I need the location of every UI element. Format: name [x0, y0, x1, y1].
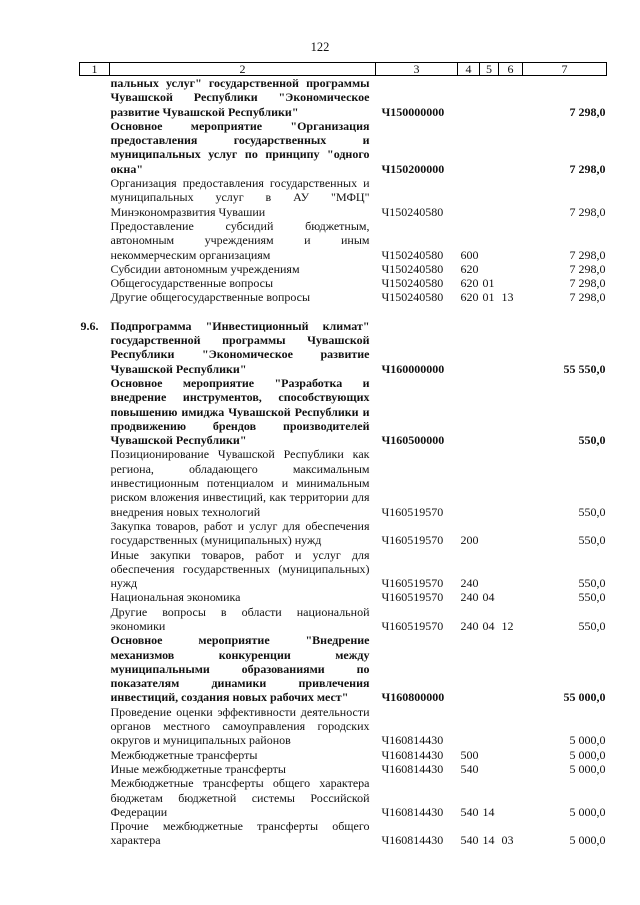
row-code: Ч150200000 — [381, 161, 445, 176]
row-name: Предоставление субсидий бюджетным, автономным учреждениям и иным некоммерческим организациям — [110, 218, 370, 262]
row-sum: 7 298,0 — [569, 247, 606, 262]
row-name: Подпрограмма "Инвестиционный климат" государственной программы Чувашской Республики "Экономическое развитие Чувашской Республики" — [110, 318, 370, 376]
row-sum: 7 298,0 — [569, 204, 606, 219]
row-expense-type — [458, 176, 480, 219]
row-section — [480, 319, 499, 376]
table-row — [80, 376, 607, 447]
row-sum — [523, 305, 607, 319]
header-col-sum: 7 — [523, 63, 607, 76]
row-section — [480, 305, 499, 319]
row-section — [480, 762, 499, 776]
row-section — [480, 705, 499, 748]
row-section — [480, 376, 499, 447]
row-subsection — [499, 548, 523, 591]
row-code: Ч160519570 — [381, 590, 444, 605]
row-sum: 55 550,0 — [563, 361, 606, 376]
row-name: Закупка товаров, работ и услуг для обеспечения государственных (муниципальных) нужд — [110, 518, 370, 548]
row-sum: 55 000,0 — [563, 690, 606, 705]
row-expense-type — [458, 319, 480, 376]
table-row — [80, 633, 607, 704]
row-code: Ч160519570 — [381, 618, 444, 633]
row-code: Ч160500000 — [381, 433, 445, 448]
row-section — [480, 262, 499, 276]
row-expense-type — [458, 119, 480, 176]
row-subsection — [499, 590, 523, 604]
row-number — [80, 605, 110, 634]
header-col-number: 1 — [80, 63, 110, 76]
row-code: Ч160814430 — [381, 833, 444, 848]
row-section — [480, 519, 499, 548]
row-section — [480, 548, 499, 591]
row-subsection — [499, 748, 523, 762]
row-sum: 550,0 — [578, 533, 606, 548]
row-sum: 7 298,0 — [569, 290, 606, 305]
table-row — [80, 290, 607, 304]
row-name: Основное мероприятие "Внедрение механизмов конкуренции между муниципальными образованиями по показателям динамики привлечения инвестиций, создания новых рабочих мест" — [110, 633, 370, 705]
row-subsection — [499, 262, 523, 276]
row-sum: 550,0 — [578, 504, 606, 519]
row-subsection — [499, 305, 523, 319]
row-expense-type: 240 — [460, 576, 479, 591]
row-number — [80, 447, 110, 518]
row-name: Субсидии автономным учреждениям — [110, 261, 300, 276]
row-subsection — [499, 376, 523, 447]
row-code: Ч150000000 — [381, 104, 445, 119]
row-sum: 5 000,0 — [569, 747, 606, 762]
table-row — [80, 705, 607, 748]
row-sum: 7 298,0 — [569, 161, 606, 176]
row-code: Ч160519570 — [381, 504, 444, 519]
row-section: 14 — [482, 804, 495, 819]
row-sum: 7 298,0 — [569, 104, 606, 119]
header-row — [80, 63, 607, 76]
row-section — [480, 119, 499, 176]
row-expense-type: 240 — [460, 590, 479, 605]
table-row — [80, 262, 607, 276]
row-subsection — [499, 633, 523, 704]
row-code: Ч160814430 — [381, 733, 444, 748]
header-col-name: 2 — [110, 63, 376, 76]
row-number — [80, 119, 110, 176]
row-expense-type — [458, 633, 480, 704]
table-body — [80, 76, 607, 848]
row-subsection — [499, 319, 523, 376]
row-sum: 550,0 — [578, 576, 606, 591]
table-row — [80, 176, 607, 219]
row-code: Ч160814430 — [381, 804, 444, 819]
row-number — [80, 376, 110, 447]
header-col-code: 3 — [376, 63, 458, 76]
row-expense-type: 240 — [460, 618, 479, 633]
row-number: 9.6. — [80, 318, 99, 333]
header-col-expense-type: 4 — [458, 63, 480, 76]
row-section — [480, 76, 499, 119]
row-section — [480, 633, 499, 704]
row-expense-type — [458, 76, 480, 119]
row-expense-type: 620 — [460, 276, 479, 291]
row-expense-type: 620 — [460, 290, 479, 305]
row-section — [480, 447, 499, 518]
row-subsection — [499, 76, 523, 119]
table-row — [80, 119, 607, 176]
row-sum: 550,0 — [578, 590, 606, 605]
row-sum: 7 298,0 — [569, 276, 606, 291]
row-expense-type: 200 — [460, 533, 479, 548]
row-subsection — [499, 776, 523, 819]
table-row — [80, 819, 607, 848]
row-expense-type: 540 — [460, 833, 479, 848]
table-row — [80, 219, 607, 262]
row-code: Ч160519570 — [381, 533, 444, 548]
row-section: 01 — [482, 276, 495, 291]
row-sum: 5 000,0 — [569, 804, 606, 819]
row-subsection — [499, 519, 523, 548]
row-section — [480, 176, 499, 219]
row-number — [80, 819, 110, 848]
table-row — [80, 319, 607, 376]
header-col-section: 5 — [480, 63, 499, 76]
table-header — [80, 63, 607, 76]
table-row — [80, 76, 607, 119]
row-name: Иные закупки товаров, работ и услуг для обеспечения государственных (муниципальных) нужд — [110, 547, 370, 591]
row-name: Межбюджетные трансферты — [110, 747, 258, 762]
row-subsection — [499, 276, 523, 290]
row-name: Межбюджетные трансферты общего характера бюджетам бюджетной системы Российской Федерации — [110, 776, 370, 819]
table-row — [80, 762, 607, 776]
row-subsection: 12 — [501, 618, 514, 633]
row-code — [376, 305, 458, 319]
row-name: Общегосударственные вопросы — [110, 276, 274, 291]
table-row — [80, 605, 607, 634]
row-name: Прочие межбюджетные трансферты общего характера — [110, 819, 370, 848]
row-number — [80, 590, 110, 604]
row-name: Проведение оценки эффективности деятельности органов местного самоуправления городских округов и муниципальных районов — [110, 704, 370, 748]
row-name: Иные межбюджетные трансферты — [110, 761, 286, 776]
row-number — [80, 290, 110, 304]
table-row — [80, 276, 607, 290]
row-expense-type — [458, 305, 480, 319]
row-subsection — [499, 176, 523, 219]
row-section: 04 — [482, 618, 495, 633]
table-row — [80, 776, 607, 819]
row-sum: 5 000,0 — [569, 833, 606, 848]
row-number — [80, 762, 110, 776]
row-name: Другие общегосударственные вопросы — [110, 290, 311, 305]
row-expense-type: 540 — [460, 761, 479, 776]
row-code: Ч150240580 — [381, 247, 444, 262]
row-code: Ч150240580 — [381, 290, 444, 305]
row-number — [80, 219, 110, 262]
row-name — [110, 305, 376, 319]
row-code: Ч160814430 — [381, 761, 444, 776]
row-name: Позиционирование Чувашской Республики как региона, обладающего максимальным инвестиционным потенциалом и минимальным риском вложения инвестиций, как территории для внедрения новых технологий — [110, 447, 370, 519]
row-name: Национальная экономика — [110, 590, 241, 605]
row-section — [480, 748, 499, 762]
header-col-subsection: 6 — [499, 63, 523, 76]
row-sum: 5 000,0 — [569, 761, 606, 776]
row-code: Ч150240580 — [381, 204, 444, 219]
row-number — [80, 548, 110, 591]
budget-table — [79, 62, 607, 848]
row-expense-type: 620 — [460, 261, 479, 276]
row-sum: 550,0 — [578, 433, 606, 448]
row-subsection: 13 — [501, 290, 514, 305]
table-row — [80, 305, 607, 319]
row-number — [80, 262, 110, 276]
row-name: пальных услуг" государственной программы Чувашской Республики "Экономическое развитие Чувашской Республики" — [110, 76, 370, 119]
row-subsection — [499, 705, 523, 748]
row-section: 04 — [482, 590, 495, 605]
row-section: 14 — [482, 833, 495, 848]
row-sum: 5 000,0 — [569, 733, 606, 748]
row-subsection — [499, 219, 523, 262]
table-row — [80, 748, 607, 762]
row-name: Основное мероприятие "Организация предоставления государственных и муниципальных услуг по принципу "одного окна" — [110, 118, 370, 176]
row-number — [80, 76, 110, 119]
row-code: Ч160000000 — [381, 361, 445, 376]
row-expense-type: 500 — [460, 747, 479, 762]
row-code: Ч160519570 — [381, 576, 444, 591]
table-row — [80, 447, 607, 518]
row-section: 01 — [482, 290, 495, 305]
row-expense-type — [458, 376, 480, 447]
row-number — [80, 748, 110, 762]
row-number — [80, 176, 110, 219]
row-subsection: 03 — [501, 833, 514, 848]
row-number — [80, 305, 110, 319]
table-row — [80, 519, 607, 548]
row-number — [80, 519, 110, 548]
row-expense-type — [458, 447, 480, 518]
row-expense-type: 540 — [460, 804, 479, 819]
row-subsection — [499, 762, 523, 776]
row-section — [480, 219, 499, 262]
row-code: Ч150240580 — [381, 261, 444, 276]
row-subsection — [499, 447, 523, 518]
row-sum: 550,0 — [578, 618, 606, 633]
row-name: Другие вопросы в области национальной экономики — [110, 604, 370, 633]
row-name: Основное мероприятие "Разработка и внедрение инструментов, способствующих повышению имиджа Чувашской Республики и продвижению брендов производителей Чувашской Республики" — [110, 375, 370, 448]
row-name: Организация предоставления государственных и муниципальных услуг в АУ "МФЦ" Минэкономразвития Чувашии — [110, 176, 370, 219]
row-code: Ч150240580 — [381, 276, 444, 291]
table-row — [80, 590, 607, 604]
row-sum: 7 298,0 — [569, 261, 606, 276]
row-code: Ч160800000 — [381, 690, 445, 705]
row-number — [80, 633, 110, 704]
row-number — [80, 705, 110, 748]
row-expense-type — [458, 705, 480, 748]
row-number — [80, 276, 110, 290]
row-subsection — [499, 119, 523, 176]
row-number — [80, 776, 110, 819]
page-number: 122 — [310, 40, 330, 54]
table-row — [80, 548, 607, 591]
row-code: Ч160814430 — [381, 747, 444, 762]
row-expense-type: 600 — [460, 247, 479, 262]
